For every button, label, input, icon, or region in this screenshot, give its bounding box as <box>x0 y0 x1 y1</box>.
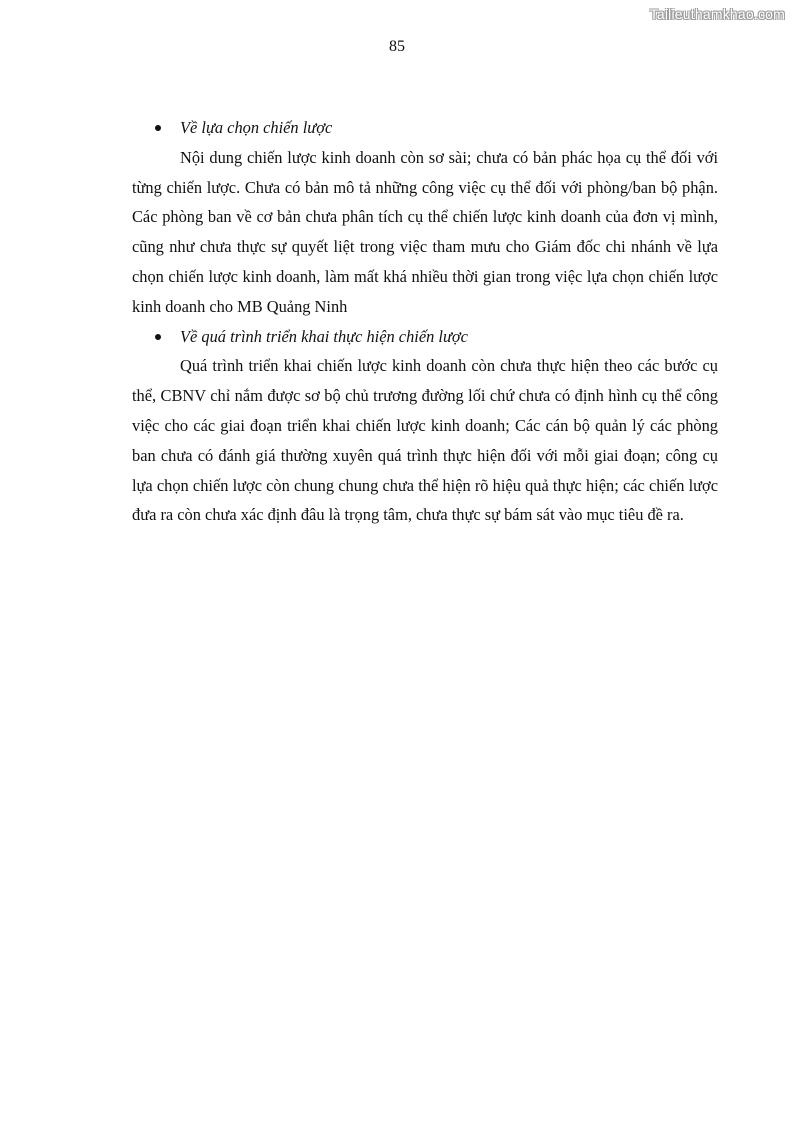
page-number: 85 <box>389 38 405 55</box>
section-heading-text: Về quá trình triển khai thực hiện chiến lược <box>180 326 468 346</box>
section-strategy-selection <box>132 113 718 322</box>
bullet-icon <box>155 334 161 340</box>
section-strategy-implementation <box>132 322 718 531</box>
section-paragraph: Quá trình triển khai chiến lược kinh doanh còn chưa thực hiện theo các bước cụ thể, CBNV chỉ nắm được sơ bộ chủ trương đường lối chứ chưa có định hình cụ thể công việc cho các giai đoạn triển khai chiến lược kinh doanh; Các cán bộ quản lý các phòng ban chưa có đánh giá thường xuyên quá trình thực hiện đối với mỗi giai đoạn; công cụ lựa chọn chiến lược còn chung chung chưa thể hiện rõ hiệu quả thực hiện; các chiến lược đưa ra còn chưa xác định đâu là trọng tâm, chưa thực sự bám sát vào mục tiêu đề ra. <box>132 356 718 525</box>
section-heading <box>132 113 718 143</box>
bullet-icon <box>155 125 161 131</box>
section-heading-text: Về lựa chọn chiến lược <box>180 118 333 137</box>
document-body <box>132 113 718 530</box>
watermark-text: Tailieuthamkhao.com <box>649 6 785 22</box>
section-heading <box>132 322 718 352</box>
section-paragraph: Nội dung chiến lược kinh doanh còn sơ sài; chưa có bản phác họa cụ thể đối với từng chiến lược. Chưa có bản mô tả những công việc cụ thể đối với phòng/ban bộ phận. Các phòng ban về cơ bản chưa phân tích cụ thể chiến lược kinh doanh của đơn vị mình, cũng như chưa thực sự quyết liệt trong việc tham mưu cho Giám đốc chi nhánh về lựa chọn chiến lược kinh doanh, làm mất khá nhiều thời gian trong việc lựa chọn chiến lược kinh doanh cho MB Quảng Ninh <box>132 147 718 316</box>
